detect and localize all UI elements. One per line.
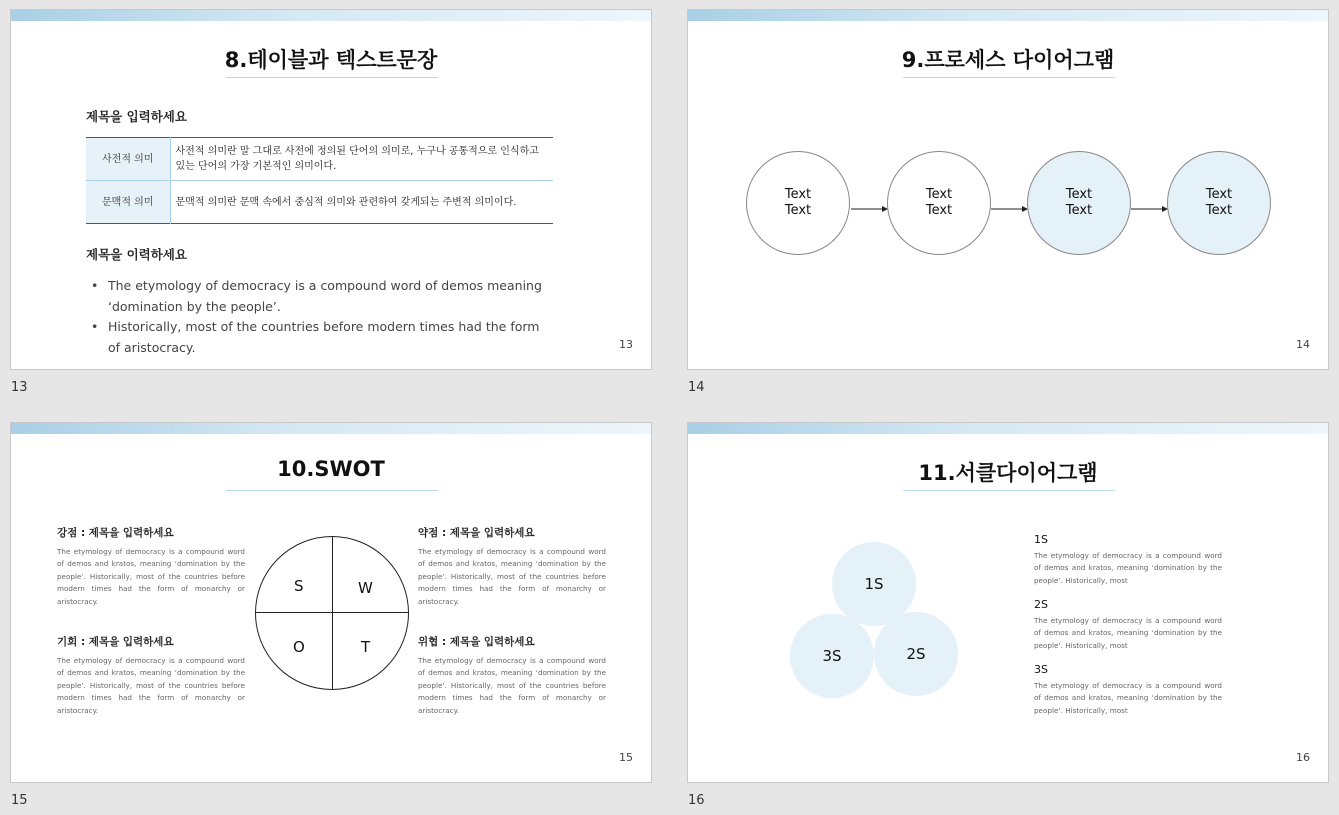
page-number: 14: [1296, 338, 1310, 351]
thumbnail-label: 16: [688, 793, 705, 808]
slide-title: 9.프로세스 다이어그램: [901, 48, 1115, 72]
swot-block-text: The etymology of democracy is a compound word of demos and kratos, meaning ‘domination by the people’. Historically, most of the countries before modern times had the form of monarchy or aristocracy.: [418, 656, 606, 715]
thumbnail-label: 15: [11, 793, 28, 808]
circle-item-heading: 1S: [1034, 533, 1048, 546]
circle-item-heading: 3S: [1034, 663, 1048, 676]
section-heading: 제목을 이력하세요: [86, 247, 187, 262]
circle-diagram-item: 2S: [874, 612, 958, 696]
swot-threat-block: [418, 634, 606, 717]
swot-weakness-block: [418, 525, 606, 608]
step-text-line: Text: [1065, 187, 1093, 202]
table-row: [86, 181, 553, 224]
step-text-line: Text: [1205, 187, 1233, 202]
swot-circle: [255, 536, 409, 690]
swot-letter-w: W: [358, 579, 373, 597]
table-row: [86, 138, 553, 181]
slide-title: 8.테이블과 텍스트문장: [224, 48, 438, 72]
step-text-line: Text: [1065, 203, 1093, 218]
slide-header-bar: [11, 10, 651, 21]
title-underline: [226, 490, 438, 491]
definition-table: [86, 137, 553, 224]
circle-diagram-item: 3S: [790, 614, 874, 698]
process-step-circle: [746, 151, 850, 255]
slide-header-bar: [688, 423, 1328, 434]
swot-block-text: The etymology of democracy is a compound word of demos and kratos, meaning ‘domination by the people’. Historically, most of the countries before modern times had the form of monarchy or aristocracy.: [57, 547, 245, 606]
table-key-cell: 문맥적 의미: [86, 181, 170, 224]
step-text-line: Text: [1205, 203, 1233, 218]
thumbnail-label: 13: [11, 380, 28, 395]
swot-block-text: The etymology of democracy is a compound word of demos and kratos, meaning ‘domination by the people’. Historically, most of the countries before modern times had the form of monarchy or aristocracy.: [57, 656, 245, 715]
step-text-line: Text: [784, 187, 812, 202]
swot-opportunity-block: [57, 634, 245, 717]
table-value-cell: 사전적 의미란 말 그대로 사전에 정의된 단어의 의미로, 누구나 공통적으로 인식하고 있는 단어의 가장 기본적인 의미이다.: [175, 146, 539, 172]
slide-title: 10.SWOT: [277, 457, 385, 481]
list-item: • The etymology of democracy is a compound word of demos meaning ‘domination by the people’.: [89, 276, 544, 317]
page-number: 13: [619, 338, 633, 351]
swot-block-title: 위협 : 제목을 입력하세요: [418, 636, 535, 648]
slide-thumbnail-15[interactable]: [10, 422, 652, 783]
page-number: 15: [619, 751, 633, 764]
swot-letter-o: O: [293, 638, 305, 656]
process-step-circle: [1167, 151, 1271, 255]
process-step-circle: [887, 151, 991, 255]
bullet-list: [89, 276, 544, 358]
process-step-circle: [1027, 151, 1131, 255]
step-text-line: Text: [925, 187, 953, 202]
thumbnail-label: 14: [688, 380, 705, 395]
step-text-line: Text: [784, 203, 812, 218]
slide-thumbnail-14[interactable]: [687, 9, 1329, 370]
step-text-line: Text: [925, 203, 953, 218]
swot-block-title: 기회 : 제목을 입력하세요: [57, 636, 174, 648]
list-item: • Historically, most of the countries before modern times had the form of aristocracy.: [89, 317, 544, 358]
circle-diagram-item: 1S: [832, 542, 916, 626]
swot-divider-horizontal: [256, 612, 408, 613]
swot-block-title: 약점 : 제목을 입력하세요: [418, 527, 535, 539]
circle-item-text: The etymology of democracy is a compound word of demos and kratos, meaning ‘domination by the people’. Historically, most: [1034, 681, 1222, 715]
table-value-cell: 문맥적 의미란 문맥 속에서 중심적 의미와 관련하여 갖게되는 주변적 의미이다.: [170, 181, 553, 224]
swot-block-text: The etymology of democracy is a compound word of demos and kratos, meaning ‘domination by the people’. Historically, most of the countries before modern times had the form of monarchy or aristocracy.: [418, 547, 606, 606]
slide-header-bar: [11, 423, 651, 434]
circle-item-heading: 2S: [1034, 598, 1048, 611]
slide-title: 11.서클다이어그램: [918, 461, 1098, 485]
slide-thumbnail-13[interactable]: [10, 9, 652, 370]
slide-thumbnail-16[interactable]: [687, 422, 1329, 783]
table-key-cell: 사전적 의미: [86, 138, 170, 181]
circle-item-text: The etymology of democracy is a compound word of demos and kratos, meaning ‘domination by the people’. Historically, most: [1034, 616, 1222, 650]
swot-block-title: 강점 : 제목을 입력하세요: [57, 527, 174, 539]
page-number: 16: [1296, 751, 1310, 764]
title-underline: [226, 77, 438, 78]
section-heading: 제목을 입력하세요: [86, 109, 187, 124]
swot-letter-s: S: [294, 577, 304, 595]
title-underline: [903, 490, 1115, 491]
swot-letter-t: T: [361, 638, 371, 656]
circle-item-text: The etymology of democracy is a compound word of demos and kratos, meaning ‘domination by the people’. Historically, most: [1034, 551, 1222, 585]
swot-strength-block: [57, 525, 245, 608]
